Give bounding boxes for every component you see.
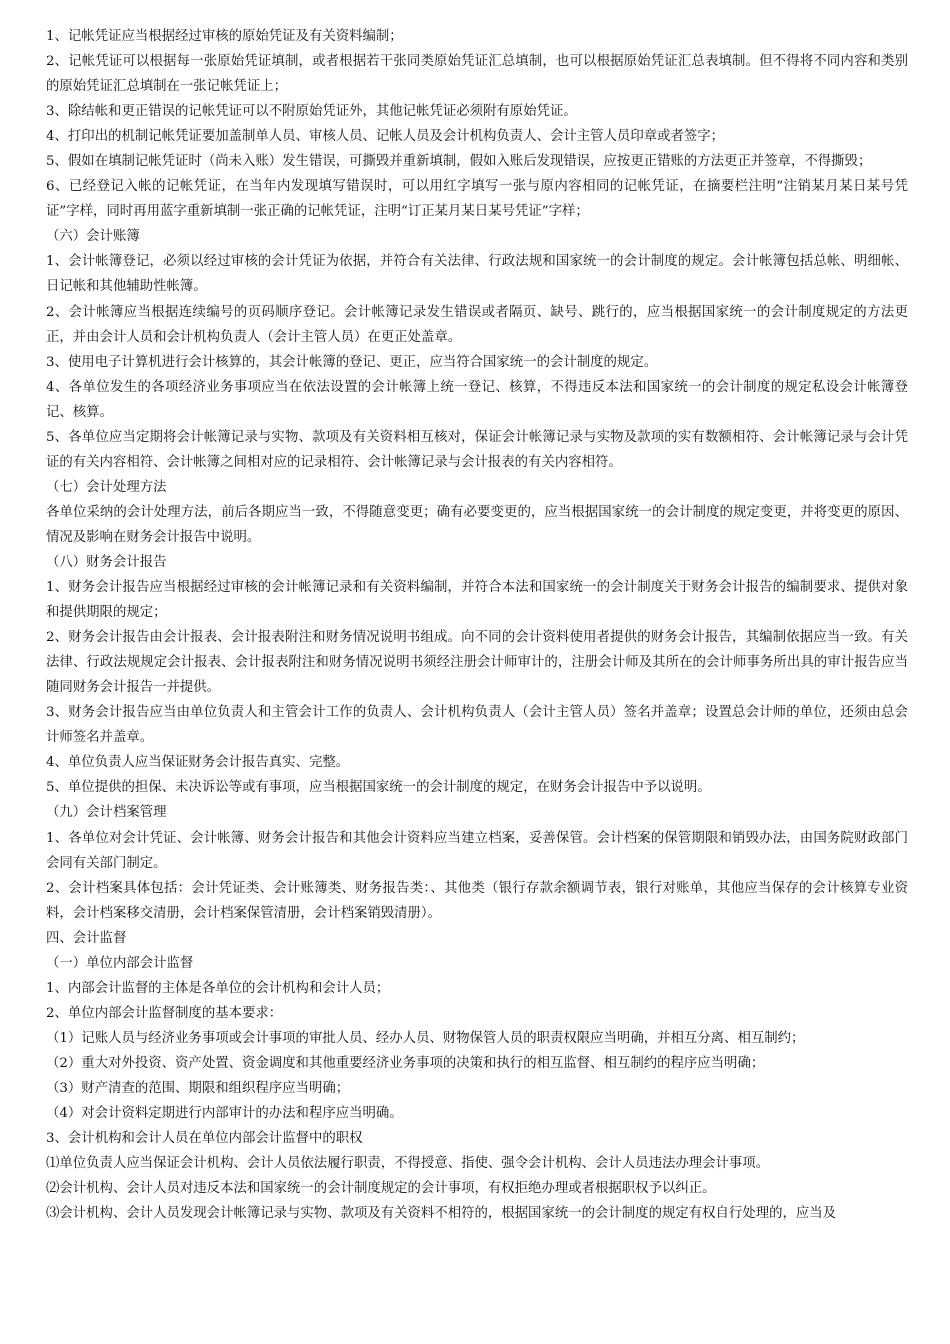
paragraph: 5、各单位应当定期将会计帐簿记录与实物、款项及有关资料相互核对，保证会计帐簿记录与实物及款项的实有数额相符、会计帐簿记录与会计凭证的有关内容相符、会计帐簿之间相对应的记录相符、会计帐簿记录与会计报表的有关内容相符。 [46, 429, 908, 470]
section-heading: （一）单位内部会计监督 [46, 955, 194, 971]
document-page [46, 24, 908, 1226]
paragraph: 3、除结帐和更正错误的记帐凭证可以不附原始凭证外，其他记帐凭证必须附有原始凭证。 [46, 104, 577, 120]
paragraph: 2、会计档案具体包括：会计凭证类、会计账簿类、财务报告类：、其他类（银行存款余额调节表，银行对账单，其他应当保存的会计核算专业资料，会计档案移交清册，会计档案保管清册，会计档案销毁清册）。 [46, 880, 908, 921]
list-item: （4）对会计资料定期进行内部审计的办法和程序应当明确。 [46, 1106, 403, 1122]
list-item: ⑴单位负责人应当保证会计机构、会计人员依法履行职责，不得授意、指使、强令会计机构、会计人员违法办理会计事项。 [46, 1156, 770, 1172]
paragraph: 4、各单位发生的各项经济业务事项应当在依法设置的会计帐簿上统一登记、核算，不得违反本法和国家统一的会计制度的规定私设会计帐簿登记、核算。 [46, 379, 908, 420]
list-item: （3）财产清查的范围、期限和组织程序应当明确； [46, 1080, 350, 1096]
paragraph: 5、假如在填制记帐凭证时（尚未入账）发生错误，可撕毁并重新填制，假如入账后发现错误，应按更正错账的方法更正并签章，不得撕毁； [46, 154, 872, 170]
paragraph: 2、单位内部会计监督制度的基本要求： [46, 1005, 283, 1021]
paragraph: 各单位采纳的会计处理方法，前后各期应当一致，不得随意变更；确有必要变更的，应当根据国家统一的会计制度的规定变更，并将变更的原因、情况及影响在财务会计报告中说明。 [46, 504, 908, 545]
list-item: ⑵会计机构、会计人员对违反本法和国家统一的会计制度规定的会计事项，有权拒绝办理或者根据职权予以纠正。 [46, 1181, 716, 1197]
paragraph: 6、已经登记入帐的记帐凭证，在当年内发现填写错误时，可以用红字填写一张与原内容相同的记帐凭证，在摘要栏注明“注销某月某日某号凭证”字样，同时再用蓝字重新填制一张正确的记帐凭证，注明“订正某月某日某号凭证”字样； [46, 179, 908, 220]
section-heading: （六）会计账簿 [46, 229, 140, 245]
list-item: （2）重大对外投资、资产处置、资金调度和其他重要经济业务事项的决策和执行的相互监督、相互制约的程序应当明确； [46, 1055, 765, 1071]
paragraph: 4、单位负责人应当保证财务会计报告真实、完整。 [46, 755, 350, 771]
paragraph: 1、会计帐簿登记，必须以经过审核的会计凭证为依据，并符合有关法律、行政法规和国家统一的会计制度的规定。会计帐簿包括总帐、明细帐、日记帐和其他辅助性帐簿。 [46, 254, 908, 295]
chapter-heading: 四、会计监督 [46, 930, 127, 946]
paragraph: 4、打印出的机制记帐凭证要加盖制单人员、审核人员、记帐人员及会计机构负责人、会计主管人员印章或者签字； [46, 129, 725, 145]
paragraph: 1、记帐凭证应当根据经过审核的原始凭证及有关资料编制； [46, 29, 403, 44]
paragraph: 1、内部会计监督的主体是各单位的会计机构和会计人员； [46, 980, 390, 996]
paragraph: 2、财务会计报告由会计报表、会计报表附注和财务情况说明书组成。向不同的会计资料使用者提供的财务会计报告，其编制依据应当一致。有关法律、行政法规规定会计报表、会计报表附注和财务情况说明书须经注册会计师审计的，注册会计师及其所在的会计师事务所出具的审计报告应当随同财务会计报告一并提供。 [46, 630, 908, 696]
section-heading: （七）会计处理方法 [46, 479, 167, 495]
paragraph: 5、单位提供的担保、未决诉讼等或有事项，应当根据国家统一的会计制度的规定，在财务会计报告中予以说明。 [46, 780, 711, 796]
paragraph: 3、使用电子计算机进行会计核算的，其会计帐簿的登记、更正，应当符合国家统一的会计制度的规定。 [46, 354, 658, 370]
paragraph: 3、会计机构和会计人员在单位内部会计监督中的职权 [46, 1131, 363, 1147]
paragraph: 1、各单位对会计凭证、会计帐簿、财务会计报告和其他会计资料应当建立档案，妥善保管。会计档案的保管期限和销毁办法，由国务院财政部门会同有关部门制定。 [46, 830, 908, 871]
section-heading: （九）会计档案管理 [46, 805, 167, 821]
list-item: ⑶会计机构、会计人员发现会计帐簿记录与实物、款项及有关资料不相符的，根据国家统一的会计制度的规定有权自行处理的，应当及 [46, 1206, 837, 1222]
paragraph: 1、财务会计报告应当根据经过审核的会计帐簿记录和有关资料编制，并符合本法和国家统一的会计制度关于财务会计报告的编制要求、提供对象和提供期限的规定； [46, 580, 908, 621]
paragraph: 3、财务会计报告应当由单位负责人和主管会计工作的负责人、会计机构负责人（会计主管人员）签名并盖章；设置总会计师的单位，还须由总会计师签名并盖章。 [46, 705, 908, 746]
paragraph: 2、记帐凭证可以根据每一张原始凭证填制，或者根据若干张同类原始凭证汇总填制，也可以根据原始凭证汇总表填制。但不得将不同内容和类别的原始凭证汇总填制在一张记帐凭证上； [46, 54, 908, 95]
section-heading: （八）财务会计报告 [46, 554, 167, 570]
list-item: （1）记账人员与经济业务事项或会计事项的审批人员、经办人员、财物保管人员的职责权限应当明确，并相互分离、相互制约； [46, 1030, 805, 1046]
paragraph: 2、会计帐簿应当根据连续编号的页码顺序登记。会计帐簿记录发生错误或者隔页、缺号、跳行的，应当根据国家统一的会计制度规定的方法更正，并由会计人员和会计机构负责人（会计主管人员）在更正处盖章。 [46, 304, 908, 345]
